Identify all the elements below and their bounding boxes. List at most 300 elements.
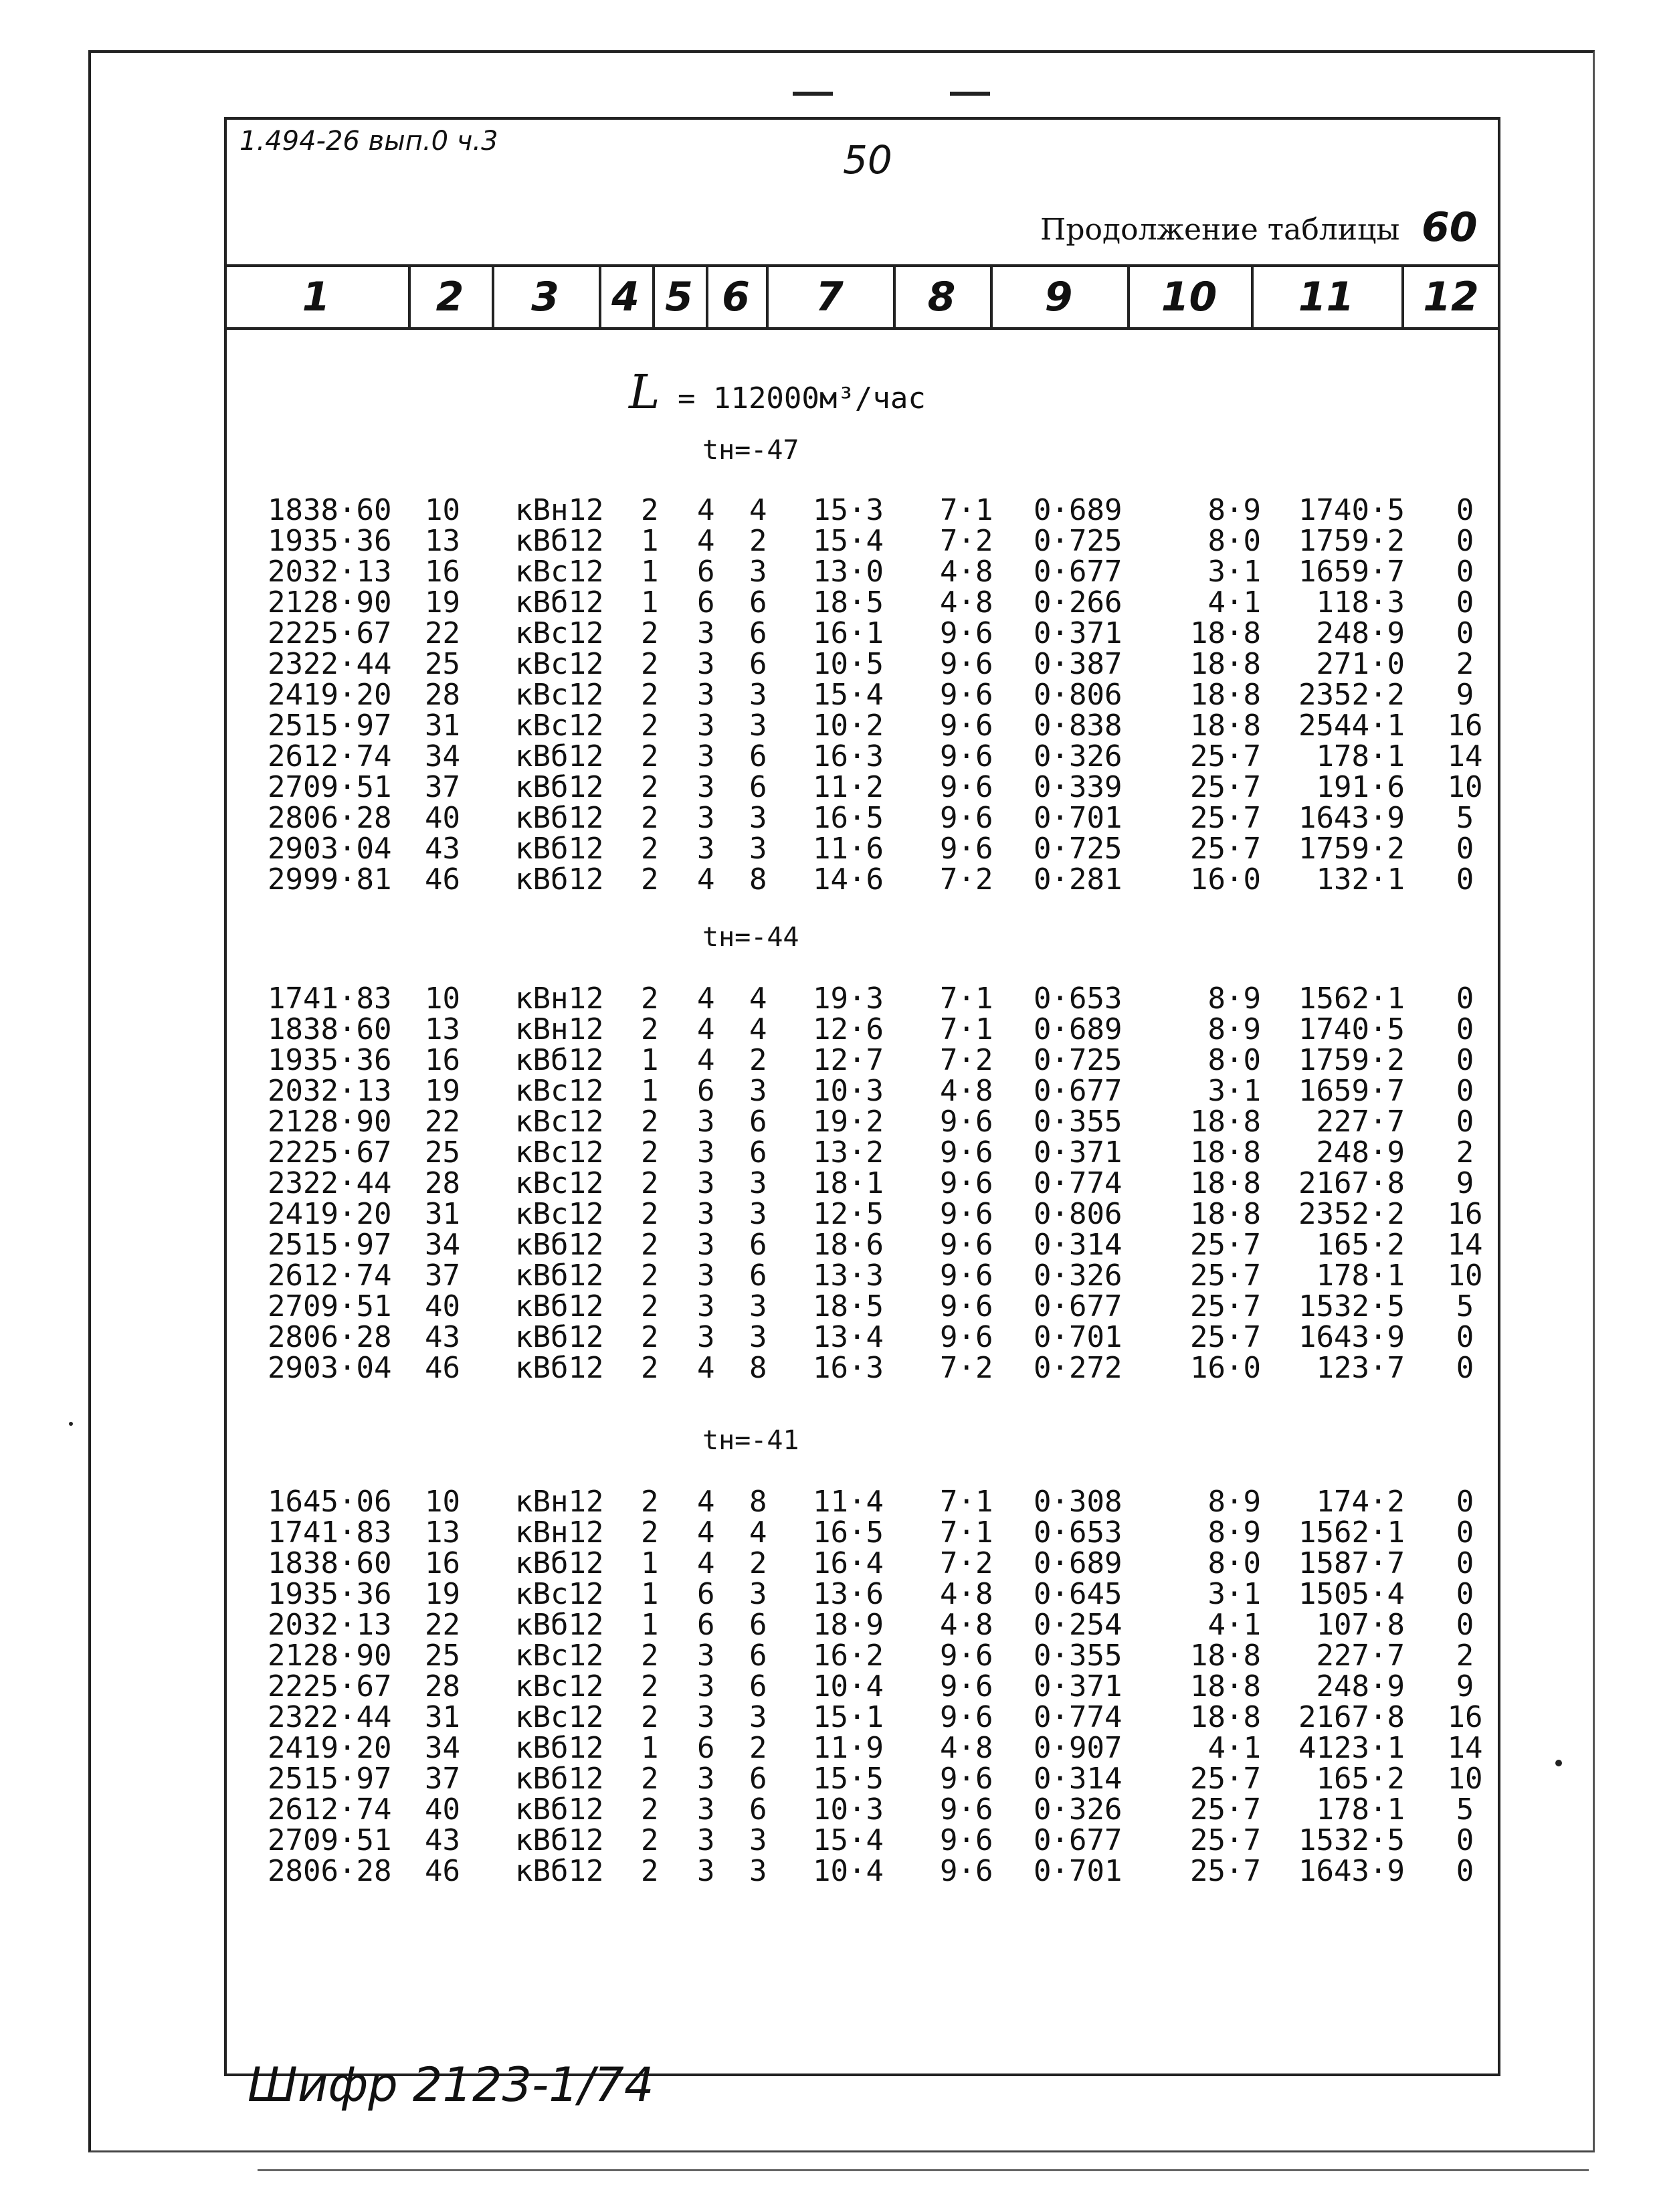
table-cell-col-1: 2128·90 [268, 585, 392, 620]
table-cell-col-3: кВб12 [515, 862, 604, 897]
table-cell-col-3: кВс12 [515, 1669, 604, 1703]
table-cell-col-7: 16·4 [813, 1546, 884, 1580]
table-cell-col-10: 18·8 [1190, 1700, 1261, 1734]
table-cell-col-11: 191·6 [1316, 770, 1405, 804]
table-cell-col-5: 6 [697, 1608, 715, 1642]
table-cell-col-6: 3 [749, 801, 767, 835]
table-cell-col-6: 4 [749, 1012, 767, 1046]
table-cell-col-6: 8 [749, 1351, 767, 1385]
table-cell-col-2: 46 [425, 862, 460, 897]
table-cell-col-2: 31 [425, 709, 460, 743]
table-cell-col-2: 34 [425, 739, 460, 773]
table-cell-col-3: кВс12 [515, 616, 604, 650]
table-cell-col-12: 0 [1456, 1074, 1474, 1108]
table-cell-col-1: 2903·04 [268, 832, 392, 866]
table-cell-col-4: 2 [641, 1762, 659, 1796]
table-cell-col-3: кВб12 [515, 1854, 604, 1888]
table-cell-col-6: 3 [749, 555, 767, 589]
table-cell-col-7: 13·4 [813, 1320, 884, 1354]
table-row [0, 1487, 1659, 1517]
table-cell-col-3: кВн12 [515, 493, 604, 527]
table-cell-col-6: 6 [749, 739, 767, 773]
table-cell-col-7: 16·3 [813, 1351, 884, 1385]
table-cell-col-8: 9·6 [940, 1823, 993, 1857]
table-cell-col-9: 0·701 [1034, 1320, 1123, 1354]
table-cell-col-12: 0 [1456, 1515, 1474, 1550]
table-cell-col-1: 2225·67 [268, 1669, 392, 1703]
table-cell-col-5: 4 [697, 1515, 715, 1550]
table-cell-col-1: 1935·36 [268, 524, 392, 558]
table-cell-col-6: 6 [749, 770, 767, 804]
table-cell-col-12: 0 [1456, 1854, 1474, 1888]
table-cell-col-8: 7·1 [940, 1515, 993, 1550]
table-cell-col-6: 4 [749, 982, 767, 1016]
table-row [0, 711, 1659, 741]
table-cell-col-3: кВб12 [515, 1762, 604, 1796]
table-cell-col-9: 0·371 [1034, 1669, 1123, 1703]
table-cell-col-6: 3 [749, 1074, 767, 1108]
table-cell-col-5: 3 [697, 678, 715, 712]
table-cell-col-9: 0·725 [1034, 832, 1123, 866]
table-cell-col-2: 40 [425, 1792, 460, 1827]
table-cell-col-10: 8·0 [1207, 524, 1261, 558]
table-row [0, 1168, 1659, 1199]
table-cell-col-11: 1532·5 [1298, 1823, 1405, 1857]
table-cell-col-11: 248·9 [1316, 1135, 1405, 1170]
table-cell-col-5: 3 [697, 1289, 715, 1323]
table-cell-col-7: 12·7 [813, 1043, 884, 1077]
table-cell-col-1: 2128·90 [268, 1639, 392, 1673]
table-cell-col-12: 0 [1456, 1546, 1474, 1580]
table-cell-col-9: 0·653 [1034, 1515, 1123, 1550]
table-cell-col-4: 2 [641, 678, 659, 712]
table-cell-col-4: 2 [641, 1792, 659, 1827]
table-cell-col-5: 4 [697, 1043, 715, 1077]
table-cell-col-3: кВб12 [515, 1320, 604, 1354]
table-cell-col-4: 2 [641, 647, 659, 681]
table-row [0, 1353, 1659, 1384]
table-cell-col-2: 10 [425, 493, 460, 527]
table-cell-col-7: 15·3 [813, 493, 884, 527]
table-cell-col-1: 2806·28 [268, 1854, 392, 1888]
table-cell-col-7: 10·5 [813, 647, 884, 681]
table-cell-col-4: 2 [641, 1320, 659, 1354]
table-cell-col-2: 40 [425, 801, 460, 835]
table-cell-col-9: 0·907 [1034, 1731, 1123, 1765]
table-row [0, 1076, 1659, 1107]
table-cell-col-2: 31 [425, 1197, 460, 1231]
table-cell-col-4: 1 [641, 1074, 659, 1108]
table-cell-col-4: 2 [641, 1515, 659, 1550]
table-cell-col-6: 3 [749, 1166, 767, 1200]
table-cell-col-2: 25 [425, 647, 460, 681]
table-cell-col-3: кВс12 [515, 1197, 604, 1231]
table-row [0, 1014, 1659, 1045]
table-cell-col-8: 9·6 [940, 1289, 993, 1323]
table-cell-col-3: кВс12 [515, 1074, 604, 1108]
table-cell-col-9: 0·838 [1034, 709, 1123, 743]
table-cell-col-12: 5 [1456, 1289, 1474, 1323]
table-cell-col-9: 0·339 [1034, 770, 1123, 804]
table-cell-col-8: 9·6 [940, 1700, 993, 1734]
table-row [0, 864, 1659, 895]
table-row [0, 1825, 1659, 1856]
table-cell-col-5: 4 [697, 862, 715, 897]
table-cell-col-12: 2 [1456, 647, 1474, 681]
table-cell-col-6: 3 [749, 709, 767, 743]
table-cell-col-11: 248·9 [1316, 616, 1405, 650]
table-cell-col-4: 2 [641, 1700, 659, 1734]
table-cell-col-10: 25·7 [1190, 770, 1261, 804]
table-cell-col-5: 3 [697, 1669, 715, 1703]
table-cell-col-2: 16 [425, 555, 460, 589]
table-cell-col-5: 4 [697, 493, 715, 527]
table-cell-col-7: 10·4 [813, 1854, 884, 1888]
table-cell-col-2: 43 [425, 1320, 460, 1354]
table-cell-col-8: 9·6 [940, 1639, 993, 1673]
table-cell-col-7: 16·2 [813, 1639, 884, 1673]
table-cell-col-6: 6 [749, 1259, 767, 1293]
table-row [0, 618, 1659, 649]
table-cell-col-12: 0 [1456, 1105, 1474, 1139]
table-cell-col-9: 0·266 [1034, 585, 1123, 620]
formula-symbol: L [629, 365, 660, 420]
table-cell-col-5: 4 [697, 1012, 715, 1046]
table-cell-col-6: 3 [749, 1823, 767, 1857]
table-row [0, 1261, 1659, 1291]
table-cell-col-8: 9·6 [940, 1762, 993, 1796]
table-cell-col-12: 0 [1456, 585, 1474, 620]
table-cell-col-2: 16 [425, 1043, 460, 1077]
table-cell-col-11: 2352·2 [1298, 1197, 1405, 1231]
table-cell-col-6: 6 [749, 1669, 767, 1703]
table-cell-col-5: 3 [697, 709, 715, 743]
table-cell-col-10: 25·7 [1190, 832, 1261, 866]
table-cell-col-12: 0 [1456, 524, 1474, 558]
table-cell-col-3: кВб12 [515, 1228, 604, 1262]
table-row [0, 1517, 1659, 1548]
table-cell-col-1: 2032·13 [268, 1074, 392, 1108]
table-cell-col-12: 14 [1447, 739, 1483, 773]
table-cell-col-8: 7·1 [940, 1012, 993, 1046]
table-cell-col-4: 2 [641, 1854, 659, 1888]
table-cell-col-10: 3·1 [1207, 1074, 1261, 1108]
table-cell-col-3: кВс12 [515, 1166, 604, 1200]
table-cell-col-6: 6 [749, 1792, 767, 1827]
table-cell-col-4: 2 [641, 832, 659, 866]
table-cell-col-11: 2352·2 [1298, 678, 1405, 712]
table-cell-col-5: 3 [697, 1166, 715, 1200]
table-cell-col-2: 31 [425, 1700, 460, 1734]
table-cell-col-9: 0·308 [1034, 1485, 1123, 1519]
table-cell-col-12: 0 [1456, 1320, 1474, 1354]
table-cell-col-5: 6 [697, 1074, 715, 1108]
table-cell-col-5: 3 [697, 1823, 715, 1857]
bottom-line [258, 2169, 1589, 2171]
table-cell-col-11: 1505·4 [1298, 1577, 1405, 1611]
table-cell-col-10: 25·7 [1190, 1259, 1261, 1293]
table-cell-col-11: 1659·7 [1298, 1074, 1405, 1108]
table-cell-col-7: 18·5 [813, 585, 884, 620]
table-cell-col-8: 9·6 [940, 647, 993, 681]
table-cell-col-12: 14 [1447, 1731, 1483, 1765]
table-cell-col-4: 1 [641, 555, 659, 589]
table-cell-col-11: 1659·7 [1298, 555, 1405, 589]
table-cell-col-1: 1645·06 [268, 1485, 392, 1519]
table-cell-col-7: 19·3 [813, 982, 884, 1016]
table-cell-col-2: 46 [425, 1351, 460, 1385]
table-cell-col-2: 25 [425, 1135, 460, 1170]
table-cell-col-12: 16 [1447, 1197, 1483, 1231]
table-row [0, 1548, 1659, 1579]
table-cell-col-3: кВб12 [515, 770, 604, 804]
table-cell-col-7: 13·2 [813, 1135, 884, 1170]
column-divider [1127, 267, 1130, 327]
table-cell-col-3: кВн12 [515, 982, 604, 1016]
table-row [0, 1702, 1659, 1733]
table-cell-col-10: 25·7 [1190, 1320, 1261, 1354]
table-row [0, 1610, 1659, 1641]
column-divider [893, 267, 896, 327]
table-cell-col-8: 4·8 [940, 1731, 993, 1765]
table-cell-col-10: 3·1 [1207, 555, 1261, 589]
table-cell-col-4: 2 [641, 1823, 659, 1857]
table-cell-col-9: 0·725 [1034, 524, 1123, 558]
table-cell-col-6: 3 [749, 1320, 767, 1354]
table-cell-col-10: 18·8 [1190, 647, 1261, 681]
table-cell-col-6: 6 [749, 1639, 767, 1673]
table-cell-col-8: 9·6 [940, 739, 993, 773]
table-cell-col-11: 1759·2 [1298, 832, 1405, 866]
table-row [0, 1733, 1659, 1764]
table-cell-col-8: 4·8 [940, 1577, 993, 1611]
table-cell-col-5: 3 [697, 1320, 715, 1354]
table-cell-col-1: 2806·28 [268, 801, 392, 835]
table-row [0, 649, 1659, 680]
column-header-6: 6 [722, 274, 750, 320]
table-cell-col-5: 3 [697, 770, 715, 804]
table-cell-col-4: 2 [641, 1289, 659, 1323]
table-cell-col-9: 0·806 [1034, 678, 1123, 712]
table-cell-col-5: 4 [697, 1351, 715, 1385]
table-cell-col-12: 0 [1456, 832, 1474, 866]
table-cell-col-3: кВб12 [515, 1043, 604, 1077]
table-cell-col-4: 2 [641, 1485, 659, 1519]
table-cell-col-6: 8 [749, 862, 767, 897]
table-cell-col-12: 10 [1447, 770, 1483, 804]
table-cell-col-7: 16·5 [813, 801, 884, 835]
table-cell-col-9: 0·314 [1034, 1228, 1123, 1262]
table-cell-col-9: 0·689 [1034, 493, 1123, 527]
table-cell-col-9: 0·326 [1034, 739, 1123, 773]
table-cell-col-7: 16·3 [813, 739, 884, 773]
table-cell-col-2: 22 [425, 616, 460, 650]
table-cell-col-1: 2999·81 [268, 862, 392, 897]
table-cell-col-9: 0·387 [1034, 647, 1123, 681]
table-cell-col-8: 4·8 [940, 1074, 993, 1108]
table-cell-col-2: 13 [425, 1515, 460, 1550]
table-cell-col-6: 2 [749, 524, 767, 558]
table-cell-col-4: 2 [641, 982, 659, 1016]
table-row [0, 1579, 1659, 1610]
table-cell-col-4: 2 [641, 1012, 659, 1046]
table-cell-col-8: 9·6 [940, 832, 993, 866]
table-row [0, 1671, 1659, 1702]
table-cell-col-8: 7·2 [940, 1351, 993, 1385]
table-cell-col-8: 9·6 [940, 1135, 993, 1170]
block-label: tн=-47 [702, 435, 799, 466]
table-cell-col-4: 1 [641, 1608, 659, 1642]
table-cell-col-1: 2903·04 [268, 1351, 392, 1385]
table-cell-col-11: 271·0 [1316, 647, 1405, 681]
column-divider [1401, 267, 1404, 327]
table-cell-col-1: 2612·74 [268, 1792, 392, 1827]
table-cell-col-8: 9·6 [940, 1669, 993, 1703]
table-cell-col-8: 9·6 [940, 1854, 993, 1888]
table-row [0, 1322, 1659, 1353]
column-header-12: 12 [1423, 274, 1479, 320]
table-cell-col-7: 14·6 [813, 862, 884, 897]
table-number: 60 [1422, 204, 1478, 251]
table-cell-col-11: 1643·9 [1298, 801, 1405, 835]
table-cell-col-8: 4·8 [940, 555, 993, 589]
table-cell-col-2: 40 [425, 1289, 460, 1323]
table-cell-col-4: 2 [641, 1351, 659, 1385]
table-cell-col-2: 28 [425, 678, 460, 712]
table-cell-col-1: 1838·60 [268, 493, 392, 527]
column-header-10: 10 [1161, 274, 1217, 320]
table-cell-col-6: 3 [749, 1197, 767, 1231]
table-cell-col-6: 6 [749, 1105, 767, 1139]
table-cell-col-11: 1740·5 [1298, 1012, 1405, 1046]
column-divider [408, 267, 411, 327]
table-cell-col-2: 37 [425, 1762, 460, 1796]
top-dash-right [950, 92, 990, 96]
table-cell-col-7: 15·4 [813, 678, 884, 712]
table-cell-col-4: 2 [641, 862, 659, 897]
table-cell-col-12: 5 [1456, 1792, 1474, 1827]
table-cell-col-7: 10·2 [813, 709, 884, 743]
table-cell-col-9: 0·701 [1034, 801, 1123, 835]
table-cell-col-4: 1 [641, 1577, 659, 1611]
column-divider [492, 267, 494, 327]
table-cell-col-7: 15·4 [813, 1823, 884, 1857]
block-label: tн=-44 [702, 922, 799, 953]
table-cell-col-10: 25·7 [1190, 1823, 1261, 1857]
column-divider [766, 267, 769, 327]
table-cell-col-5: 3 [697, 647, 715, 681]
table-cell-col-1: 2806·28 [268, 1320, 392, 1354]
table-cell-col-8: 9·6 [940, 1259, 993, 1293]
table-cell-col-8: 9·6 [940, 709, 993, 743]
table-cell-col-5: 6 [697, 1577, 715, 1611]
table-cell-col-6: 6 [749, 647, 767, 681]
table-cell-col-8: 7·2 [940, 862, 993, 897]
column-divider [652, 267, 655, 327]
table-cell-col-3: кВб12 [515, 1289, 604, 1323]
table-cell-col-11: 165·2 [1316, 1762, 1405, 1796]
table-row [0, 1107, 1659, 1137]
table-cell-col-6: 3 [749, 678, 767, 712]
table-cell-col-11: 178·1 [1316, 1792, 1405, 1827]
table-cell-col-5: 4 [697, 1485, 715, 1519]
table-cell-col-10: 18·8 [1190, 709, 1261, 743]
table-cell-col-9: 0·806 [1034, 1197, 1123, 1231]
table-cell-col-11: 165·2 [1316, 1228, 1405, 1262]
table-cell-col-2: 34 [425, 1228, 460, 1262]
table-row [0, 803, 1659, 834]
table-cell-col-12: 2 [1456, 1135, 1474, 1170]
table-cell-col-7: 13·3 [813, 1259, 884, 1293]
table-cell-col-9: 0·645 [1034, 1577, 1123, 1611]
table-cell-col-10: 8·0 [1207, 1546, 1261, 1580]
table-cell-col-10: 18·8 [1190, 678, 1261, 712]
table-cell-col-11: 227·7 [1316, 1105, 1405, 1139]
table-cell-col-1: 2225·67 [268, 1135, 392, 1170]
table-cell-col-10: 8·9 [1207, 1485, 1261, 1519]
table-cell-col-7: 15·1 [813, 1700, 884, 1734]
table-cell-col-5: 3 [697, 1105, 715, 1139]
table-cell-col-10: 25·7 [1190, 1854, 1261, 1888]
table-cell-col-3: кВб12 [515, 1259, 604, 1293]
column-header-8: 8 [927, 274, 956, 320]
table-row [0, 587, 1659, 618]
table-cell-col-6: 6 [749, 1135, 767, 1170]
table-cell-col-3: кВб12 [515, 1546, 604, 1580]
table-cell-col-10: 8·9 [1207, 982, 1261, 1016]
table-cell-col-2: 43 [425, 832, 460, 866]
table-cell-col-10: 25·7 [1190, 801, 1261, 835]
table-cell-col-8: 7·2 [940, 1546, 993, 1580]
table-cell-col-7: 18·6 [813, 1228, 884, 1262]
table-cell-col-4: 1 [641, 1043, 659, 1077]
table-cell-col-10: 18·8 [1190, 1669, 1261, 1703]
table-cell-col-2: 22 [425, 1105, 460, 1139]
table-cell-col-2: 46 [425, 1854, 460, 1888]
table-cell-col-4: 2 [641, 709, 659, 743]
table-cell-col-5: 3 [697, 1197, 715, 1231]
table-cell-col-8: 7·1 [940, 493, 993, 527]
table-cell-col-4: 2 [641, 1197, 659, 1231]
table-cell-col-12: 0 [1456, 862, 1474, 897]
table-cell-col-7: 16·5 [813, 1515, 884, 1550]
table-cell-col-3: кВс12 [515, 1639, 604, 1673]
table-cell-col-12: 0 [1456, 1485, 1474, 1519]
table-cell-col-9: 0·326 [1034, 1792, 1123, 1827]
table-cell-col-8: 9·6 [940, 1792, 993, 1827]
table-cell-col-11: 178·1 [1316, 1259, 1405, 1293]
table-cell-col-1: 1838·60 [268, 1012, 392, 1046]
table-cell-col-3: кВб12 [515, 1823, 604, 1857]
table-cell-col-6: 6 [749, 585, 767, 620]
page-number: 50 [843, 137, 892, 183]
table-cell-col-6: 6 [749, 1608, 767, 1642]
table-cell-col-3: кВс12 [515, 678, 604, 712]
table-cell-col-11: 107·8 [1316, 1608, 1405, 1642]
table-cell-col-12: 9 [1456, 1166, 1474, 1200]
table-cell-col-11: 1562·1 [1298, 1515, 1405, 1550]
table-cell-col-9: 0·355 [1034, 1639, 1123, 1673]
block-label: tн=-41 [702, 1425, 799, 1456]
table-cell-col-10: 4·1 [1207, 1731, 1261, 1765]
table-cell-col-12: 14 [1447, 1228, 1483, 1262]
table-cell-col-6: 8 [749, 1485, 767, 1519]
table-cell-col-2: 43 [425, 1823, 460, 1857]
table-cell-col-8: 7·1 [940, 982, 993, 1016]
table-cell-col-3: кВб12 [515, 801, 604, 835]
table-cell-col-5: 3 [697, 801, 715, 835]
table-cell-col-6: 3 [749, 832, 767, 866]
